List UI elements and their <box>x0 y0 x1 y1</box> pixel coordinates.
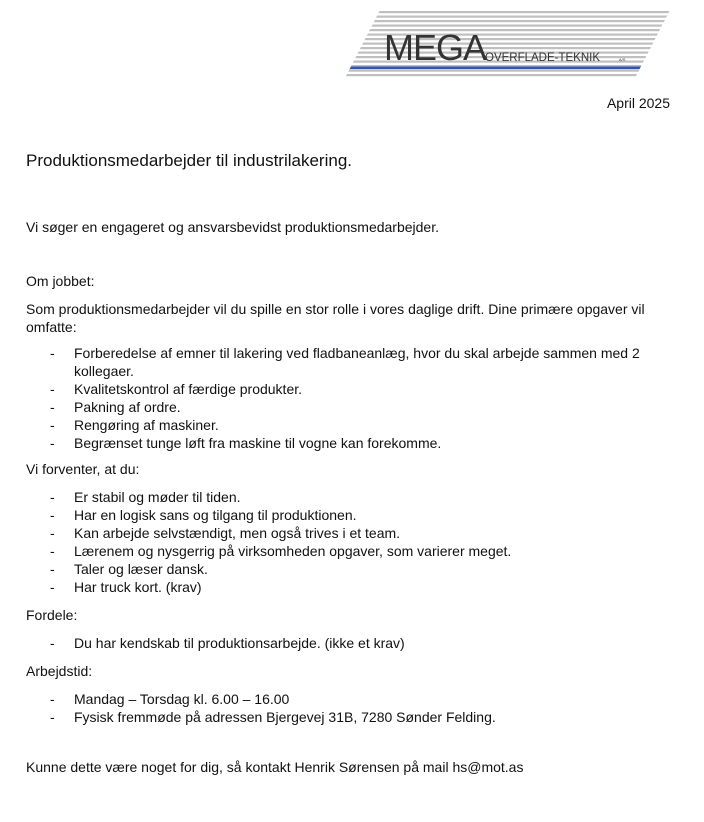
hours-heading: Arbejdstid: <box>26 663 93 679</box>
logo-name: MEGA <box>384 27 487 68</box>
list-item: - Fysisk fremmøde på adressen Bjergevej 31B, 7280 Sønder Felding. <box>26 708 676 726</box>
expect-heading: Vi forventer, at du: <box>26 461 140 477</box>
expect-list <box>26 488 676 596</box>
list-item: - Mandag – Torsdag kl. 6.00 – 16.00 <box>26 690 676 708</box>
logo-suffix: A/S <box>619 57 626 62</box>
list-item: - Har en logisk sans og tilgang til produktionen. <box>26 506 676 524</box>
hours-list <box>26 690 676 726</box>
list-item: - Taler og læser dansk. <box>26 560 676 578</box>
list-item: - Kvalitetskontrol af færdige produkter. <box>26 380 676 398</box>
list-item: - Har truck kort. (krav) <box>26 578 676 596</box>
list-item: - Begrænset tunge løft fra maskine til vogne kan forekomme. <box>26 434 676 452</box>
list-item: - Forberedelse af emner til lakering ved fladbaneanlæg, hvor du skal arbejde sammen med 2 kollegaer. <box>26 344 676 380</box>
document-date: April 2025 <box>606 95 670 111</box>
about-list <box>26 344 676 452</box>
list-item: - Rengøring af maskiner. <box>26 416 676 434</box>
list-item: - Lærenem og nysgerrig på virksomheden opgaver, som varierer meget. <box>26 542 676 560</box>
list-item: - Du har kendskab til produktionsarbejde. (ikke et krav) <box>26 634 676 652</box>
logo-subtitle: OVERFLADE-TEKNIK <box>485 52 601 64</box>
list-item: - Kan arbejde selvstændigt, men også trives i et team. <box>26 524 676 542</box>
about-text: Som produktionsmedarbejder vil du spille en stor rolle i vores daglige drift. Dine primære opgaver vil omfatte: <box>26 301 645 335</box>
list-item: - Er stabil og møder til tiden. <box>26 488 676 506</box>
about-heading: Om jobbet: <box>26 273 95 289</box>
benefits-list <box>26 634 676 652</box>
intro-text: Vi søger en engageret og ansvarsbevidst produktionsmedarbejder. <box>26 219 439 235</box>
company-logo <box>344 10 670 82</box>
benefits-heading: Fordele: <box>26 607 78 623</box>
posting-title: Produktionsmedarbejder til industrilakering. <box>26 151 352 170</box>
contact-text: Kunne dette være noget for dig, så kontakt Henrik Sørensen på mail hs@mot.as <box>26 759 524 775</box>
job-posting <box>26 150 676 776</box>
list-item: - Pakning af ordre. <box>26 398 676 416</box>
